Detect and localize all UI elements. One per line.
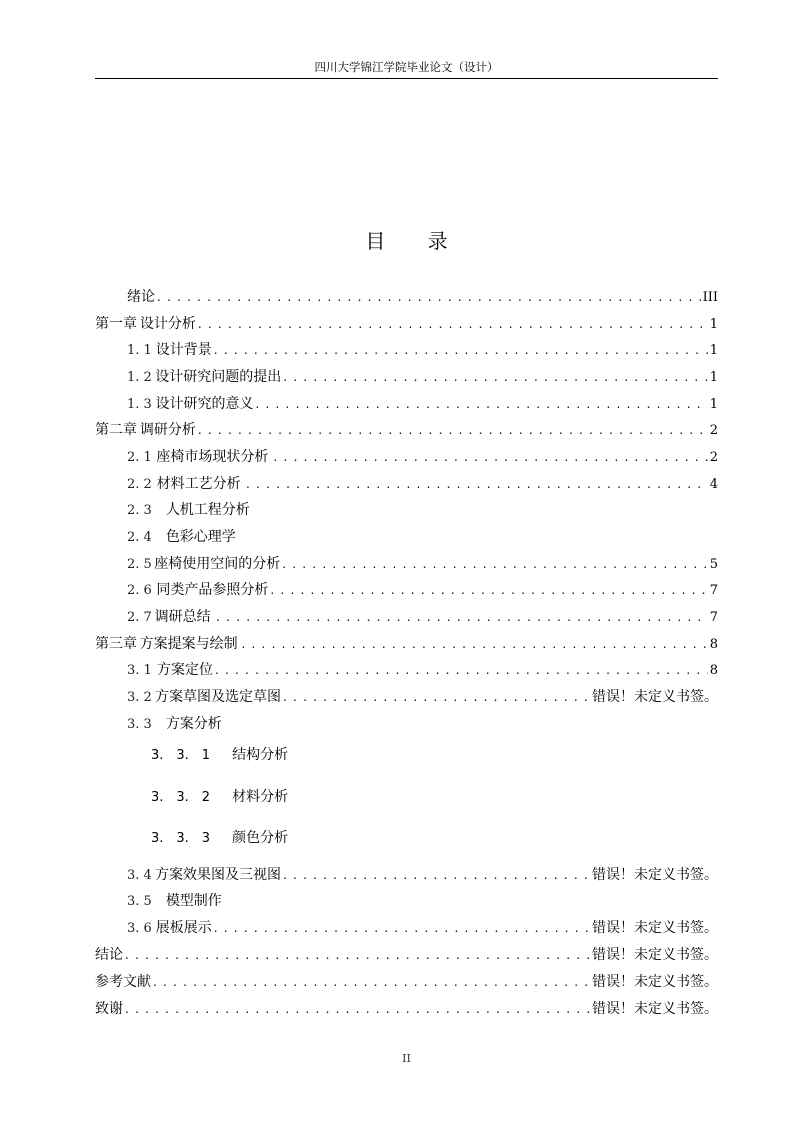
toc-leader bbox=[282, 554, 708, 574]
toc-entry-label: 座椅市场现状分析 bbox=[156, 449, 269, 465]
toc-entry-page: 8 bbox=[709, 663, 718, 678]
toc-leader bbox=[157, 287, 701, 307]
toc-entry-label: 设计分析 bbox=[139, 316, 196, 332]
toc-entry-3-3-3[interactable] bbox=[151, 828, 718, 848]
toc-entry-label: 结论 bbox=[95, 947, 123, 963]
toc-entry-3-3-1[interactable] bbox=[151, 745, 718, 765]
toc-entry-page: 错误！未定义书签。 bbox=[592, 974, 718, 990]
toc-entry-2-5[interactable] bbox=[127, 554, 718, 574]
toc-leader bbox=[246, 474, 708, 494]
toc-heading: 目 录 bbox=[365, 229, 466, 253]
toc-leader bbox=[198, 420, 708, 440]
toc-leader bbox=[283, 687, 590, 707]
toc-entry-2-7[interactable] bbox=[127, 607, 718, 627]
toc-leader bbox=[283, 865, 590, 885]
toc-leader bbox=[214, 340, 708, 360]
toc-entry-2-4[interactable] bbox=[127, 527, 718, 547]
toc-entry-number: 2. 7 bbox=[127, 610, 152, 625]
toc-entry-number: 3. 6 bbox=[127, 921, 152, 936]
toc-entry-chapter-1[interactable] bbox=[95, 314, 718, 334]
toc-entry-page: 1 bbox=[709, 370, 718, 385]
toc-leader bbox=[216, 607, 708, 627]
toc-entry-label: 颜色分析 bbox=[232, 830, 289, 846]
toc-entry-chapter-2[interactable] bbox=[95, 420, 718, 440]
toc-entry-1-2[interactable] bbox=[127, 367, 718, 387]
toc-entry-label: 参考文献 bbox=[95, 974, 151, 990]
toc-entry-page: 错误！未定义书签。 bbox=[592, 1001, 718, 1017]
toc-entry-page: 2 bbox=[709, 450, 718, 465]
toc-entry-number: 第一章 bbox=[95, 316, 137, 332]
toc-entry-number: 1. 3 bbox=[127, 397, 152, 412]
toc-entry-number: 3. 2 bbox=[127, 690, 152, 705]
toc-entry-page: 7 bbox=[709, 583, 718, 598]
toc-entry-intro[interactable] bbox=[127, 287, 718, 307]
toc-entry-number: 1. 1 bbox=[127, 343, 152, 358]
toc-entry-label: 方案效果图及三视图 bbox=[155, 867, 282, 883]
toc-entry-label: 色彩心理学 bbox=[165, 529, 236, 545]
toc-entry-page: 错误！未定义书签。 bbox=[592, 947, 718, 963]
toc-leader bbox=[125, 999, 590, 1019]
toc-entry-label: 调研分析 bbox=[139, 422, 196, 438]
toc-entry-label: 模型制作 bbox=[165, 893, 222, 909]
toc-entry-label: 结构分析 bbox=[232, 747, 289, 763]
toc-leader bbox=[274, 447, 708, 467]
toc-entry-number: 1. 2 bbox=[127, 370, 152, 385]
toc-entry-2-2[interactable] bbox=[127, 474, 718, 494]
toc-entry-label: 方案提案与绘制 bbox=[139, 636, 238, 652]
toc-entry-number: 3. 3. 2 bbox=[151, 790, 211, 805]
toc-entry-acknowledgements[interactable] bbox=[95, 999, 718, 1019]
toc-entry-page: 1 bbox=[709, 317, 718, 332]
toc-entry-label: 同类产品参照分析 bbox=[156, 582, 269, 598]
toc-entry-label: 调研总结 bbox=[154, 609, 211, 625]
toc-entry-number: 2. 1 bbox=[127, 450, 152, 465]
toc-entry-page: 7 bbox=[709, 610, 718, 625]
toc-entry-3-1[interactable] bbox=[127, 660, 718, 680]
toc-entry-page: 错误！未定义书签。 bbox=[592, 867, 718, 883]
toc-entry-number: 3. 4 bbox=[127, 868, 152, 883]
toc-entry-number: 3. 1 bbox=[127, 663, 152, 678]
toc-leader bbox=[283, 367, 707, 387]
toc-entry-page: 1 bbox=[709, 343, 718, 358]
toc-entry-page: 8 bbox=[709, 637, 718, 652]
toc-entry-page: 2 bbox=[709, 423, 718, 438]
toc-entry-page: 5 bbox=[709, 557, 718, 572]
toc-entry-number: 2. 6 bbox=[127, 583, 152, 598]
toc-entry-number: 第二章 bbox=[95, 422, 137, 438]
toc-entry-chapter-3[interactable] bbox=[95, 634, 718, 654]
toc-entry-page: 4 bbox=[709, 477, 718, 492]
toc-entry-number: 2. 5 bbox=[127, 557, 152, 572]
toc-entry-number: 3. 5 bbox=[127, 894, 152, 909]
toc-leader bbox=[198, 314, 708, 334]
toc-entry-3-4[interactable] bbox=[127, 865, 718, 885]
toc-entry-label: 设计背景 bbox=[155, 342, 212, 358]
toc-leader bbox=[242, 634, 708, 654]
toc-entry-label: 座椅使用空间的分析 bbox=[154, 556, 281, 572]
toc-entry-page: 错误！未定义书签。 bbox=[592, 920, 718, 936]
toc-entry-3-5[interactable] bbox=[127, 891, 718, 911]
toc-entry-3-3[interactable] bbox=[127, 714, 718, 734]
toc-entry-references[interactable] bbox=[95, 972, 718, 992]
toc-leader bbox=[153, 972, 590, 992]
toc-entry-number: 第三章 bbox=[95, 636, 137, 652]
toc-leader bbox=[255, 394, 707, 414]
toc-entry-label: 方案草图及选定草图 bbox=[155, 689, 282, 705]
toc-entry-label: 设计研究问题的提出 bbox=[155, 369, 282, 385]
toc-entry-1-3[interactable] bbox=[127, 394, 718, 414]
toc-entry-label: 设计研究的意义 bbox=[155, 396, 254, 412]
toc-entry-label: 人机工程分析 bbox=[165, 502, 250, 518]
toc-entry-number: 3. 3 bbox=[127, 717, 152, 732]
toc-entry-number: 3. 3. 3 bbox=[151, 831, 211, 846]
toc-entry-3-6[interactable] bbox=[127, 918, 718, 938]
toc-entry-label: 材料分析 bbox=[232, 789, 289, 805]
toc-entry-page: 错误！未定义书签。 bbox=[592, 689, 718, 705]
toc-entry-conclusion[interactable] bbox=[95, 945, 718, 965]
toc-entry-label: 方案分析 bbox=[165, 716, 222, 732]
toc-leader bbox=[215, 660, 708, 680]
toc-entry-label: 致谢 bbox=[95, 1001, 123, 1017]
toc-entry-1-1[interactable] bbox=[127, 340, 718, 360]
toc-entry-label: 绪论 bbox=[127, 289, 155, 305]
page-number: II bbox=[402, 1052, 411, 1065]
toc-entry-number: 2. 3 bbox=[127, 503, 152, 518]
toc-entry-2-1[interactable] bbox=[127, 447, 718, 467]
toc-entry-page: III bbox=[702, 290, 718, 305]
toc-entry-2-6[interactable] bbox=[127, 580, 718, 600]
toc-leader bbox=[214, 918, 590, 938]
toc-entry-3-3-2[interactable] bbox=[151, 787, 718, 807]
toc-entry-number: 3. 3. 1 bbox=[151, 748, 211, 763]
toc-entry-label: 展板展示 bbox=[155, 920, 212, 936]
toc-entry-page: 1 bbox=[709, 397, 718, 412]
toc-leader bbox=[125, 945, 590, 965]
toc-entry-label: 材料工艺分析 bbox=[156, 476, 241, 492]
page-header-title: 四川大学锦江学院毕业论文（设计） bbox=[314, 60, 499, 74]
toc-entry-number: 2. 4 bbox=[127, 530, 152, 545]
toc-entry-3-2[interactable] bbox=[127, 687, 718, 707]
toc-entry-number: 2. 2 bbox=[127, 477, 152, 492]
toc-entry-label: 方案定位 bbox=[156, 662, 213, 678]
toc-leader bbox=[270, 580, 707, 600]
toc-entry-2-3[interactable] bbox=[127, 500, 718, 520]
